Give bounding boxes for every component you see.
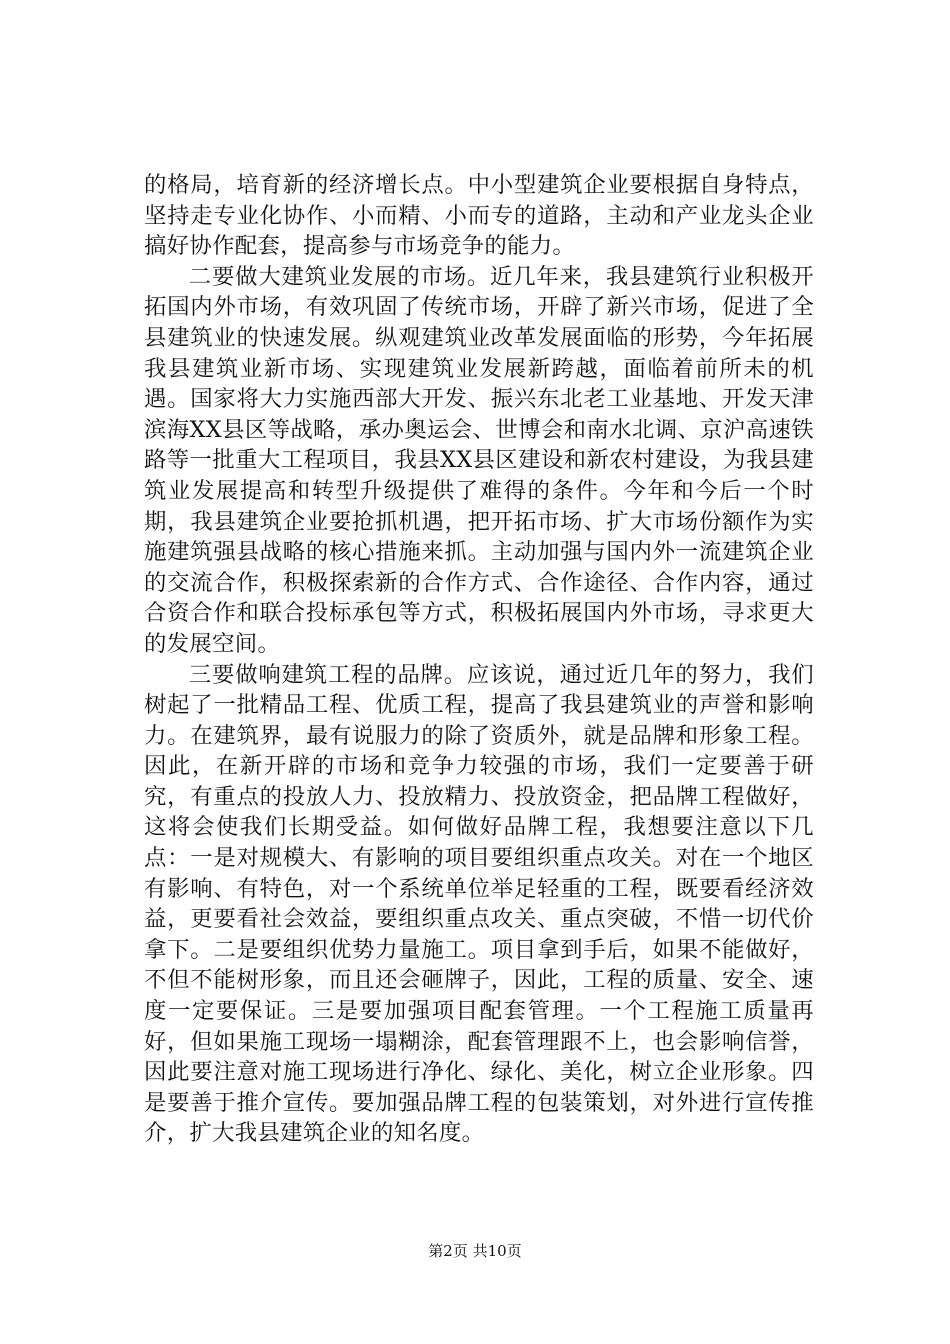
paragraph-2: 二要做大建筑业发展的市场。近几年来，我县建筑行业积极开拓国内外市场，有效巩固了传统市场，开辟了新兴市场，促进了全县建筑业的快速发展。纵观建筑业改革发展面临的形势，今年拓展我县建筑业新市场、实现建筑业发展新跨越，面临着前所未的机遇。国家将大力实施西部大开发、振兴东北老工业基地、开发天津滨海XX县区等战略，承办奥运会、世博会和南水北调、京沪高速铁路等一批重大工程项目，我县XX县区建设和新农村建设，为我县建筑业发展提高和转型升级提供了难得的条件。今年和今后一个时期，我县建筑企业要抢抓机遇，把开拓市场、扩大市场份额作为实施建筑强县战略的核心措施来抓。主动加强与国内外一流建筑企业的交流合作，积极探索新的合作方式、合作途径、合作内容，通过合资合作和联合投标承包等方式，积极拓展国内外市场，寻求更大的发展空间。 <box>144 263 814 657</box>
paragraph-3: 三要做响建筑工程的品牌。应该说，通过近几年的努力，我们树起了一批精品工程、优质工程，提高了我县建筑业的声誉和影响力。在建筑界，最有说服力的除了资质外，就是品牌和形象工程。因此，在新开辟的市场和竞争力较强的市场，我们一定要善于研究，有重点的投放人力、投放精力、投放资金，把品牌工程做好，这将会使我们长期受益。如何做好品牌工程，我想要注意以下几点：一是对规模大、有影响的项目要组织重点攻关。对在一个地区有影响、有特色，对一个系统单位举足轻重的工程，既要看经济效益，更要看社会效益，要组织重点攻关、重点突破，不惜一切代价拿下。二是要组织优势力量施工。项目拿到手后，如果不能做好，不但不能树形象，而且还会砸牌子，因此，工程的质量、安全、速度一定要保证。三是要加强项目配套管理。一个工程施工质量再好，但如果施工现场一塌糊涂，配套管理跟不上，也会影响信誉，因此要注意对施工现场进行净化、绿化、美化，树立企业形象。四是要善于推介宣传。要加强品牌工程的包装策划，对外进行宣传推介，扩大我县建筑企业的知名度。 <box>144 661 814 1147</box>
paragraph-1: 的格局，培育新的经济增长点。中小型建筑企业要根据自身特点，坚持走专业化协作、小而精、小而专的道路，主动和产业龙头企业搞好协作配套，提高参与市场竞争的能力。 <box>144 172 814 260</box>
document-body <box>144 170 814 1149</box>
page-number-footer: 第2页 共10页 <box>428 1242 522 1260</box>
